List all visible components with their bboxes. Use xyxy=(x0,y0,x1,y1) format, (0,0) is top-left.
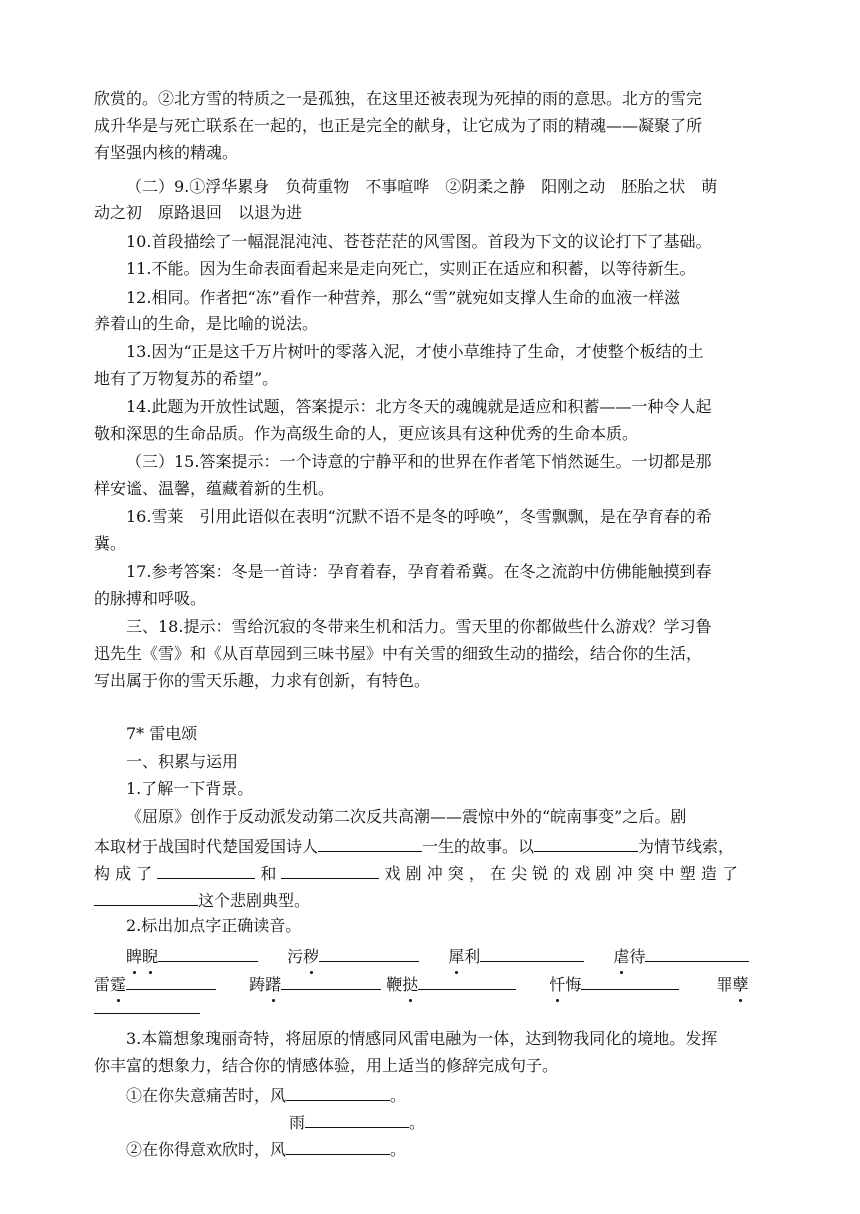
dotted-char: 挞 xyxy=(402,975,419,994)
answer-16: 16.雪莱 引用此语似在表明“沉默不语不是冬的呼唤”，冬雪飘飘，是在孕育春的希 xyxy=(126,507,712,526)
text-line: 《屈原》创作于反动派发动第二次反共高潮——震惊中外的“皖南事变”之后。剧 xyxy=(126,807,687,826)
text-line: 写出属于你的雪天乐趣，力求有创新，有特色。 xyxy=(94,671,431,690)
text-segment: 和 xyxy=(255,864,282,883)
text-line: 你丰富的想象力，结合你的情感体验，用上适当的修辞完成句子。 xyxy=(94,1056,559,1075)
text-line: 的脉搏和呼吸。 xyxy=(94,589,207,608)
word-item xyxy=(549,975,679,994)
question-1: 1.了解一下背景。 xyxy=(126,779,254,798)
pronunciation-row xyxy=(126,944,774,967)
blank-answer[interactable] xyxy=(645,944,749,962)
blank-answer[interactable] xyxy=(581,972,679,990)
answer-9: （二）9.①浮华累身 负荷重物 不事喧哗 ②阴柔之静 阳刚之动 胚胎之状 萌 xyxy=(126,177,718,196)
blank-answer[interactable] xyxy=(126,972,216,990)
pronunciation-row xyxy=(94,972,774,995)
text-line: 欣赏的。②北方雪的特质之一是孤独，在这里还被表现为死掉的雨的意思。北方的雪完 xyxy=(94,89,703,108)
fill-line xyxy=(94,888,774,911)
plain-char: 待 xyxy=(629,947,646,966)
answer-14: 14.此题为开放性试题，答案提示：北方冬天的魂魄就是适应和积蓄——一种令人起 xyxy=(126,397,712,416)
answer-11: 11.不能。因为生命表面看起来是走向死亡，实则正在适应和积蓄，以等待新生。 xyxy=(126,259,696,278)
question-2: 2.标出加点字正确读音。 xyxy=(126,916,302,935)
dotted-char: 睨 xyxy=(142,947,159,966)
text-segment: 雨 xyxy=(289,1113,306,1132)
answer-18: 三、18.提示：雪给沉寂的冬带来生机和活力。雪天里的你都做些什么游戏？学习鲁 xyxy=(126,617,712,636)
text-segment: 。 xyxy=(390,1140,407,1159)
sentence-2 xyxy=(126,1137,774,1160)
text-line: 敬和深思的生命品质。作为高级生命的人，更应该具有这种优秀的生命本质。 xyxy=(94,424,639,443)
answer-10: 10.首段描绘了一幅混混沌沌、苍苍茫茫的风雪图。首段为下文的议论打下了基础。 xyxy=(126,232,712,251)
word-item xyxy=(386,975,516,994)
word-item xyxy=(249,975,381,994)
answer-17: 17.参考答案：冬是一首诗：孕育着春，孕育着希冀。在冬之流韵中仿佛能触摸到春 xyxy=(126,562,712,581)
dotted-char: 躇 xyxy=(265,975,282,994)
text-segment: 。 xyxy=(409,1113,426,1132)
text-segment: 。 xyxy=(390,1086,407,1105)
dotted-char: 虐 xyxy=(613,947,630,966)
dotted-char: 犀 xyxy=(448,947,465,966)
text-segment: ①在你失意痛苦时，风 xyxy=(126,1086,287,1105)
dotted-char: 忏 xyxy=(549,975,566,994)
text-segment: 为情节线索， xyxy=(638,837,735,856)
dotted-char: 孽 xyxy=(732,975,749,994)
blank-answer[interactable] xyxy=(94,888,198,906)
plain-char: 污 xyxy=(287,947,304,966)
blank-answer[interactable] xyxy=(157,861,255,879)
text-line: 冀。 xyxy=(94,534,127,553)
blank-answer[interactable] xyxy=(305,1110,409,1128)
plain-char: 悔 xyxy=(565,975,582,994)
fill-line xyxy=(94,834,774,857)
blank-answer[interactable] xyxy=(286,1137,390,1155)
sentence-1b xyxy=(289,1110,589,1133)
text-line: 样安谧、温馨，蕴藏着新的生机。 xyxy=(94,479,335,498)
word-item xyxy=(448,947,584,966)
blank-answer[interactable] xyxy=(534,834,638,852)
text-segment: 构 成 了 xyxy=(94,864,158,883)
text-line: 养着山的生命，是比喻的说法。 xyxy=(94,314,319,333)
word-item xyxy=(613,947,749,966)
word-item xyxy=(94,975,216,994)
dotted-char: 睥 xyxy=(126,947,143,966)
answer-13: 13.因为“正是这千万片树叶的零落入泥，才使小草维持了生命，才使整个板结的土 xyxy=(126,342,704,361)
text-segment: 本取材于战国时代楚国爱国诗人 xyxy=(94,837,319,856)
text-line: 动之初 原路退回 以退为进 xyxy=(94,203,303,222)
lesson-title: 7* 雷电颂 xyxy=(126,724,198,743)
plain-char: 鞭 xyxy=(386,975,403,994)
plain-char: 罪 xyxy=(716,975,733,994)
blank-answer[interactable] xyxy=(281,972,381,990)
text-line: 地有了万物复苏的希望”。 xyxy=(94,369,279,388)
sentence-1 xyxy=(126,1083,774,1106)
word-item xyxy=(287,947,419,966)
blank-answer[interactable] xyxy=(158,944,258,962)
plain-char: 利 xyxy=(464,947,481,966)
text-line: 成升华是与死亡联系在一起的，也正是完全的献身，让它成为了雨的精魂——凝聚了所 xyxy=(94,116,703,135)
word-item xyxy=(717,975,749,994)
question-3: 3.本篇想象瑰丽奇特，将屈原的情感同风雷电融为一体，达到物我同化的境地。发挥 xyxy=(126,1029,718,1048)
text-segment: ②在你得意欢欣时，风 xyxy=(126,1140,287,1159)
text-segment: 一生的故事。以 xyxy=(422,837,535,856)
word-item xyxy=(126,947,258,966)
blank-answer[interactable] xyxy=(319,944,419,962)
blank-answer[interactable] xyxy=(480,944,584,962)
blank-answer[interactable] xyxy=(318,834,422,852)
answer-15: （三）15.答案提示：一个诗意的宁静平和的世界在作者笔下悄然诞生。一切都是那 xyxy=(126,452,712,471)
dotted-char: 霆 xyxy=(110,975,127,994)
text-line: 迅先生《雪》和《从百草园到三味书屋》中有关雪的细致生动的描绘，结合你的生活， xyxy=(94,644,703,663)
dotted-char: 秽 xyxy=(303,947,320,966)
blank-answer[interactable] xyxy=(281,861,379,879)
blank-answer[interactable] xyxy=(286,1083,390,1101)
section-heading: 一、积累与运用 xyxy=(126,752,239,771)
answer-12: 12.相同。作者把“冻”看作一种营养，那么“雪”就宛如支撑人生命的血液一样滋 xyxy=(126,288,681,307)
plain-char: 踌 xyxy=(249,975,266,994)
text-line: 有坚强内核的精魂。 xyxy=(94,143,239,162)
fill-line xyxy=(94,996,774,1019)
text-segment: 戏 剧 冲 突 ， 在 尖 锐 的 戏 剧 冲 突 中 塑 造 了 xyxy=(379,864,738,883)
blank-answer[interactable] xyxy=(94,996,200,1014)
blank-answer[interactable] xyxy=(418,972,516,990)
text-segment: 这个悲剧典型。 xyxy=(198,891,311,910)
plain-char: 雷 xyxy=(94,975,111,994)
fill-line xyxy=(94,861,774,884)
